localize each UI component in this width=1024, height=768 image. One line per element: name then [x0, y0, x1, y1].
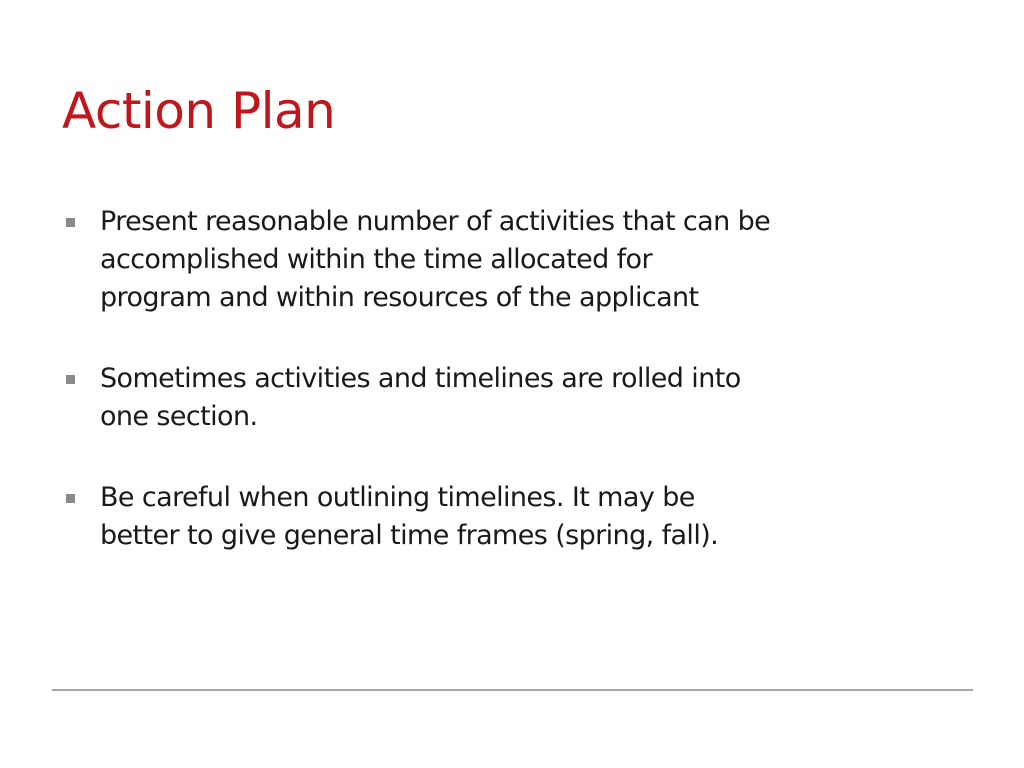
footer-divider: [52, 689, 973, 691]
square-bullet-icon: [66, 218, 75, 227]
bullet-text: Be careful when outlining timelines. It may be better to give general time frames (spring, fall).: [100, 482, 719, 551]
bullet-list: [62, 203, 967, 598]
square-bullet-icon: [66, 494, 75, 503]
square-bullet-icon: [66, 375, 75, 384]
bullet-text: Present reasonable number of activities that can be accomplished within the time allocated for program and within resources of the applicant: [100, 206, 771, 313]
bullet-item: [62, 479, 967, 555]
slide-title: Action Plan: [62, 82, 336, 140]
bullet-text: Sometimes activities and timelines are rolled into one section.: [100, 363, 741, 432]
bullet-item: [62, 360, 967, 436]
bullet-item: [62, 203, 967, 317]
